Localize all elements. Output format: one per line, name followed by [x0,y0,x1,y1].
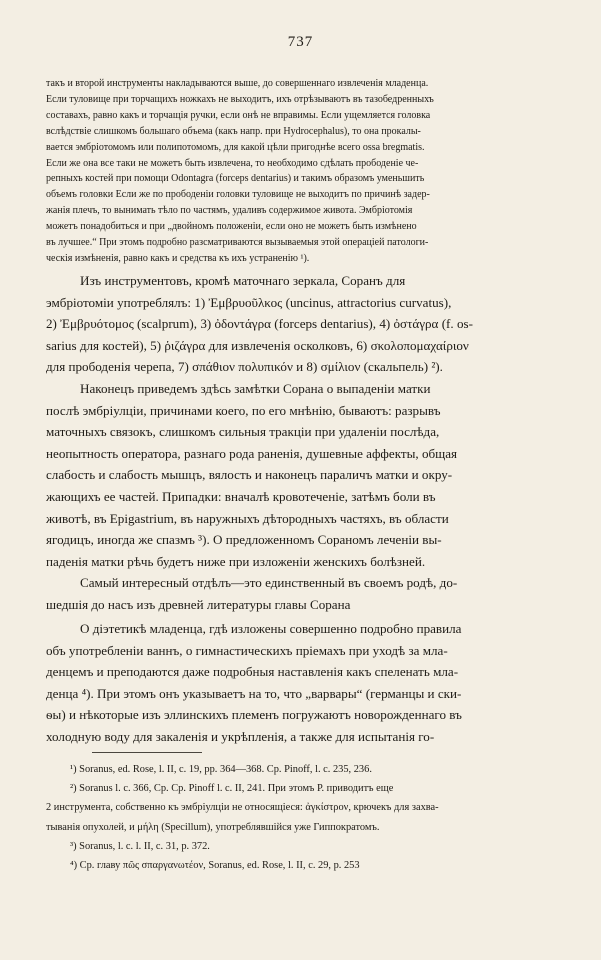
text-line: 2) Ἐμβρυότομος (scalprum), 3) ὀδοντάγρα (forceps dentarius), 4) ὀστάγρα (f. os- [46,316,473,332]
footnote [46,760,560,779]
small-line: Если же она все таки не можетъ быть извлечена, то необходимо сдѣлать прободеніе че- [46,157,419,169]
text-line: объ употребленіи ваннъ, о гимнастическихъ пріемахъ при уходѣ за мла- [46,642,448,658]
text-line: денца ⁴). При этомъ онъ указываетъ на то, что „варвары“ (германцы и ски- [46,685,462,701]
main-text-block [46,270,560,616]
small-line: въ лучшее.“ При этомъ подробно разсматриваются вызываемыя этой операціей патологи- [46,237,429,249]
text-line: ѳы) и нѣкоторые изъ эллинскихъ племенъ погружаютъ новорожденнаго въ [46,707,462,723]
small-line: вслѣдствіе слишкомъ большаго объема (какъ напр. при Hydrocephalus), то она прокалы- [46,125,421,137]
footnote-line: ⁴) Cp. главу πῶς σπαργανωτέον, Soranus, ed. Rose, l. II, c. 29, p. 253 [70,860,360,872]
small-line: объемъ головки Если же по прободеніи головки туловище не выходитъ по причинѣ задер- [46,189,430,201]
text-line: неопытность оператора, разнаго рода раненія, душевные аффекты, общая [46,445,458,461]
small-line: такъ и второй инструменты накладываются выше, до совершеннаго извлеченія младенца. [46,78,429,89]
footnote-divider [92,752,202,753]
footnote [46,779,560,837]
text-line: Самый интересный отдѣлъ—это единственный въ своемъ родѣ, до- [80,575,458,591]
small-line: вается эмбріотомомъ или полипотомомъ, для какой цѣли пригоднѣе всего ossa bregmatis. [46,141,425,153]
footnotes [46,760,560,875]
text-line: для прободенія черепа, 7) σπάθιον πολυπικόν и 8) σμίλιον (скальпель) ²). [46,359,443,375]
small-line: можетъ понадобиться и при „двойномъ положеніи, если оно не можетъ быть измѣнено [46,221,417,233]
text-line: sarius для костей), 5) ῥιζάγρα для извлеченія осколковъ, 6) σκολοπομαχαίριον [46,337,469,353]
small-line: составахъ, равно какъ и торчащія ручки, если онѣ не вправимы. Если ущемляется головка [46,109,431,121]
text-line: Изъ инструментовъ, кромѣ маточнаго зеркала, Соранъ для [80,273,406,288]
footnote-line: ³) Soranus, l. c. l. II, c. 31, p. 372. [70,840,210,852]
text-line: ягодицъ, иногда же спазмъ ³). О предложенномъ Сораномъ леченіи вы- [46,532,442,548]
footnote-line: ²) Soranus l. c. 366, Cp. Cp. Pinoff l. c. II, 241. При этомъ Р. приводитъ еще [70,783,394,795]
text-line: Наконецъ приведемъ здѣсь замѣтки Сорана о выпаденіи матки [80,380,431,396]
footnote-line: 2 инструмента, собственно къ эмбріулціи не относящіеся: ἀγκίστρον, крючекъ для захва- [46,802,439,814]
text-line: слабость и слабость мышцъ, вялость и наконецъ параличъ матки и окру- [46,467,453,483]
text-line: маточныхъ связокъ, слишкомъ сильныя тракціи при удаленіи послѣда, [46,424,440,440]
small-line: Если туловище при торчащихъ ножкахъ не выходитъ, ихъ отрѣзываютъ въ тазобедренныхъ [46,93,434,105]
footnote-line: ¹) Soranus, ed. Rose, l. II, c. 19, pp. 364—368. Cp. Pinoff, l. c. 235, 236. [70,764,372,775]
text-line: эмбріотоміи употреблялъ: 1) Ἐμβρυοῦλκος (uncinus, attractorius curvatus), [46,294,452,310]
text-line: денцемъ и преподаются даже подробныя наставленія какъ спеленать мла- [46,664,459,680]
text-line: паденія матки рѣчь будетъ ниже при изложеніи женскихъ болѣзней. [46,553,426,569]
footnote-line: тыванія опухолей, и μήλη (Specillum), употреблявшійся уже Гиппократомъ. [46,821,380,833]
main-text-block-2 [46,618,560,748]
footnote [46,837,560,856]
small-line: репныхъ костей при помощи Odontagra (forceps dentarius) и такимъ образомъ уменьшить [46,173,425,185]
small-print-paragraph [46,76,560,267]
page-number: 737 [287,34,314,50]
small-line: ческія измѣненія, равно какъ и средства къ ихъ устраненію ¹). [46,252,310,264]
footnote [46,856,560,875]
small-line: жанія плечъ, то вынимать тѣло по частямъ, удаливъ содержимое живота. Эмбріотомія [46,205,413,217]
text-line: О діэтетикѣ младенца, гдѣ изложены совершенно подробно правила [80,621,462,636]
text-line: послѣ эмбріулціи, причинами коего, по его мнѣнію, бываютъ: разрывъ [46,402,441,418]
text-line: жающихъ ее частей. Припадки: вначалѣ кровотеченіе, затѣмъ боли въ [46,488,436,504]
text-line: животѣ, въ Epigastrium, въ наружныхъ дѣтородныхъ частяхъ, въ области [46,510,449,526]
text-line: шедшія до насъ изъ древней литературы главы Сорана [46,596,351,612]
text-line: холодную воду для закаленія и укрѣпленія, а также для испытанія го- [46,728,435,744]
